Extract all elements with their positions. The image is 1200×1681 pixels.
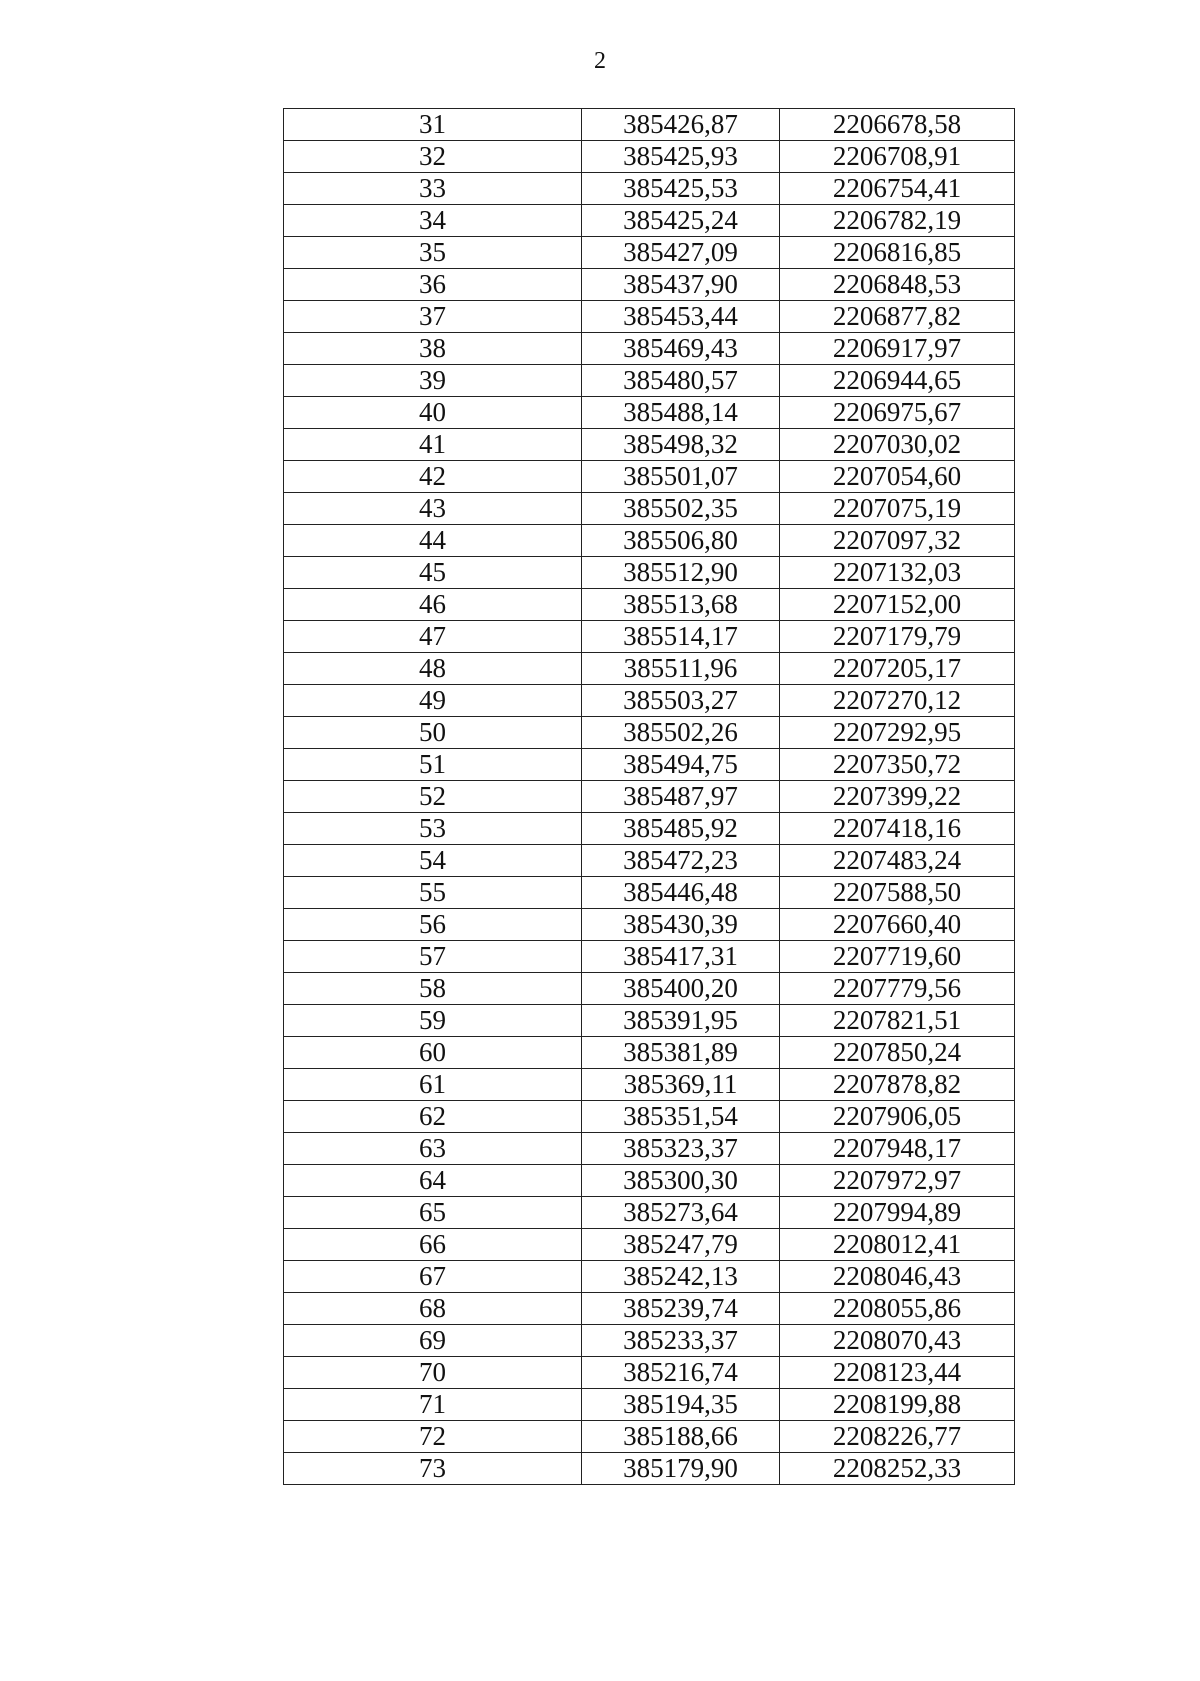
table-row (284, 525, 1015, 557)
y-coordinate-cell: 2207152,00 (780, 589, 1015, 621)
y-coordinate-cell: 2207779,56 (780, 973, 1015, 1005)
table-row (284, 1069, 1015, 1101)
point-number-cell: 73 (284, 1453, 582, 1485)
x-coordinate-cell: 385369,11 (582, 1069, 780, 1101)
x-coordinate-cell: 385502,35 (582, 493, 780, 525)
y-coordinate-cell: 2206917,97 (780, 333, 1015, 365)
point-number-cell: 71 (284, 1389, 582, 1421)
y-coordinate-cell: 2207878,82 (780, 1069, 1015, 1101)
y-coordinate-cell: 2206975,67 (780, 397, 1015, 429)
y-coordinate-cell: 2207097,32 (780, 525, 1015, 557)
table-row (284, 1293, 1015, 1325)
y-coordinate-cell: 2207821,51 (780, 1005, 1015, 1037)
y-coordinate-cell: 2208055,86 (780, 1293, 1015, 1325)
x-coordinate-cell: 385437,90 (582, 269, 780, 301)
point-number-cell: 58 (284, 973, 582, 1005)
point-number-cell: 33 (284, 173, 582, 205)
x-coordinate-cell: 385247,79 (582, 1229, 780, 1261)
table-row (284, 653, 1015, 685)
x-coordinate-cell: 385391,95 (582, 1005, 780, 1037)
table-row (284, 1005, 1015, 1037)
x-coordinate-cell: 385485,92 (582, 813, 780, 845)
table-row (284, 269, 1015, 301)
y-coordinate-cell: 2207205,17 (780, 653, 1015, 685)
x-coordinate-cell: 385472,23 (582, 845, 780, 877)
table-row (284, 1357, 1015, 1389)
point-number-cell: 63 (284, 1133, 582, 1165)
point-number-cell: 38 (284, 333, 582, 365)
point-number-cell: 62 (284, 1101, 582, 1133)
point-number-cell: 41 (284, 429, 582, 461)
point-number-cell: 40 (284, 397, 582, 429)
y-coordinate-cell: 2207719,60 (780, 941, 1015, 973)
x-coordinate-cell: 385194,35 (582, 1389, 780, 1421)
page-number: 2 (594, 48, 606, 74)
y-coordinate-cell: 2207906,05 (780, 1101, 1015, 1133)
table-row (284, 1325, 1015, 1357)
table-row (284, 1133, 1015, 1165)
point-number-cell: 47 (284, 621, 582, 653)
point-number-cell: 54 (284, 845, 582, 877)
point-number-cell: 67 (284, 1261, 582, 1293)
point-number-cell: 66 (284, 1229, 582, 1261)
y-coordinate-cell: 2207132,03 (780, 557, 1015, 589)
coordinates-table (283, 108, 1015, 1485)
table-row (284, 141, 1015, 173)
y-coordinate-cell: 2206848,53 (780, 269, 1015, 301)
point-number-cell: 36 (284, 269, 582, 301)
point-number-cell: 53 (284, 813, 582, 845)
table-row (284, 461, 1015, 493)
y-coordinate-cell: 2207292,95 (780, 717, 1015, 749)
x-coordinate-cell: 385417,31 (582, 941, 780, 973)
y-coordinate-cell: 2207179,79 (780, 621, 1015, 653)
x-coordinate-cell: 385453,44 (582, 301, 780, 333)
table-row (284, 1197, 1015, 1229)
table-row (284, 173, 1015, 205)
table-row (284, 909, 1015, 941)
x-coordinate-cell: 385503,27 (582, 685, 780, 717)
point-number-cell: 52 (284, 781, 582, 813)
y-coordinate-cell: 2208123,44 (780, 1357, 1015, 1389)
x-coordinate-cell: 385425,24 (582, 205, 780, 237)
table-row (284, 557, 1015, 589)
point-number-cell: 69 (284, 1325, 582, 1357)
point-number-cell: 34 (284, 205, 582, 237)
y-coordinate-cell: 2206754,41 (780, 173, 1015, 205)
y-coordinate-cell: 2207660,40 (780, 909, 1015, 941)
x-coordinate-cell: 385426,87 (582, 109, 780, 141)
point-number-cell: 70 (284, 1357, 582, 1389)
y-coordinate-cell: 2207483,24 (780, 845, 1015, 877)
y-coordinate-cell: 2207588,50 (780, 877, 1015, 909)
point-number-cell: 72 (284, 1421, 582, 1453)
x-coordinate-cell: 385425,93 (582, 141, 780, 173)
x-coordinate-cell: 385487,97 (582, 781, 780, 813)
x-coordinate-cell: 385446,48 (582, 877, 780, 909)
y-coordinate-cell: 2208012,41 (780, 1229, 1015, 1261)
x-coordinate-cell: 385501,07 (582, 461, 780, 493)
table-row (284, 1229, 1015, 1261)
point-number-cell: 46 (284, 589, 582, 621)
x-coordinate-cell: 385400,20 (582, 973, 780, 1005)
point-number-cell: 48 (284, 653, 582, 685)
x-coordinate-cell: 385273,64 (582, 1197, 780, 1229)
point-number-cell: 64 (284, 1165, 582, 1197)
x-coordinate-cell: 385498,32 (582, 429, 780, 461)
table-row (284, 1101, 1015, 1133)
x-coordinate-cell: 385502,26 (582, 717, 780, 749)
y-coordinate-cell: 2208070,43 (780, 1325, 1015, 1357)
x-coordinate-cell: 385511,96 (582, 653, 780, 685)
table-row (284, 589, 1015, 621)
point-number-cell: 44 (284, 525, 582, 557)
point-number-cell: 60 (284, 1037, 582, 1069)
coordinates-table-body (284, 109, 1015, 1485)
point-number-cell: 37 (284, 301, 582, 333)
x-coordinate-cell: 385242,13 (582, 1261, 780, 1293)
table-row (284, 1037, 1015, 1069)
x-coordinate-cell: 385188,66 (582, 1421, 780, 1453)
table-row (284, 301, 1015, 333)
point-number-cell: 32 (284, 141, 582, 173)
x-coordinate-cell: 385427,09 (582, 237, 780, 269)
x-coordinate-cell: 385512,90 (582, 557, 780, 589)
point-number-cell: 59 (284, 1005, 582, 1037)
point-number-cell: 49 (284, 685, 582, 717)
table-row (284, 493, 1015, 525)
x-coordinate-cell: 385300,30 (582, 1165, 780, 1197)
x-coordinate-cell: 385425,53 (582, 173, 780, 205)
table-row (284, 685, 1015, 717)
x-coordinate-cell: 385233,37 (582, 1325, 780, 1357)
y-coordinate-cell: 2206708,91 (780, 141, 1015, 173)
y-coordinate-cell: 2207270,12 (780, 685, 1015, 717)
y-coordinate-cell: 2208199,88 (780, 1389, 1015, 1421)
table-row (284, 877, 1015, 909)
table-row (284, 845, 1015, 877)
point-number-cell: 45 (284, 557, 582, 589)
point-number-cell: 56 (284, 909, 582, 941)
table-row (284, 1165, 1015, 1197)
y-coordinate-cell: 2208252,33 (780, 1453, 1015, 1485)
table-row (284, 1261, 1015, 1293)
table-row (284, 973, 1015, 1005)
x-coordinate-cell: 385381,89 (582, 1037, 780, 1069)
table-row (284, 1421, 1015, 1453)
point-number-cell: 55 (284, 877, 582, 909)
y-coordinate-cell: 2207418,16 (780, 813, 1015, 845)
point-number-cell: 39 (284, 365, 582, 397)
point-number-cell: 31 (284, 109, 582, 141)
table-row (284, 429, 1015, 461)
y-coordinate-cell: 2207948,17 (780, 1133, 1015, 1165)
y-coordinate-cell: 2207972,97 (780, 1165, 1015, 1197)
y-coordinate-cell: 2207399,22 (780, 781, 1015, 813)
table-row (284, 1389, 1015, 1421)
table-row (284, 109, 1015, 141)
y-coordinate-cell: 2207075,19 (780, 493, 1015, 525)
point-number-cell: 65 (284, 1197, 582, 1229)
table-row (284, 1453, 1015, 1485)
y-coordinate-cell: 2207850,24 (780, 1037, 1015, 1069)
point-number-cell: 43 (284, 493, 582, 525)
point-number-cell: 35 (284, 237, 582, 269)
x-coordinate-cell: 385480,57 (582, 365, 780, 397)
y-coordinate-cell: 2207994,89 (780, 1197, 1015, 1229)
x-coordinate-cell: 385430,39 (582, 909, 780, 941)
point-number-cell: 68 (284, 1293, 582, 1325)
x-coordinate-cell: 385323,37 (582, 1133, 780, 1165)
table-row (284, 205, 1015, 237)
y-coordinate-cell: 2208226,77 (780, 1421, 1015, 1453)
point-number-cell: 51 (284, 749, 582, 781)
table-row (284, 621, 1015, 653)
x-coordinate-cell: 385494,75 (582, 749, 780, 781)
x-coordinate-cell: 385488,14 (582, 397, 780, 429)
table-row (284, 749, 1015, 781)
table-row (284, 717, 1015, 749)
y-coordinate-cell: 2206678,58 (780, 109, 1015, 141)
table-row (284, 941, 1015, 973)
point-number-cell: 57 (284, 941, 582, 973)
point-number-cell: 50 (284, 717, 582, 749)
x-coordinate-cell: 385469,43 (582, 333, 780, 365)
x-coordinate-cell: 385239,74 (582, 1293, 780, 1325)
x-coordinate-cell: 385514,17 (582, 621, 780, 653)
x-coordinate-cell: 385513,68 (582, 589, 780, 621)
table-row (284, 365, 1015, 397)
x-coordinate-cell: 385216,74 (582, 1357, 780, 1389)
x-coordinate-cell: 385179,90 (582, 1453, 780, 1485)
y-coordinate-cell: 2206782,19 (780, 205, 1015, 237)
y-coordinate-cell: 2207350,72 (780, 749, 1015, 781)
table-row (284, 397, 1015, 429)
x-coordinate-cell: 385351,54 (582, 1101, 780, 1133)
table-row (284, 333, 1015, 365)
y-coordinate-cell: 2206816,85 (780, 237, 1015, 269)
y-coordinate-cell: 2206944,65 (780, 365, 1015, 397)
y-coordinate-cell: 2206877,82 (780, 301, 1015, 333)
point-number-cell: 42 (284, 461, 582, 493)
table-row (284, 781, 1015, 813)
x-coordinate-cell: 385506,80 (582, 525, 780, 557)
table-row (284, 237, 1015, 269)
table-row (284, 813, 1015, 845)
point-number-cell: 61 (284, 1069, 582, 1101)
y-coordinate-cell: 2207054,60 (780, 461, 1015, 493)
y-coordinate-cell: 2207030,02 (780, 429, 1015, 461)
y-coordinate-cell: 2208046,43 (780, 1261, 1015, 1293)
